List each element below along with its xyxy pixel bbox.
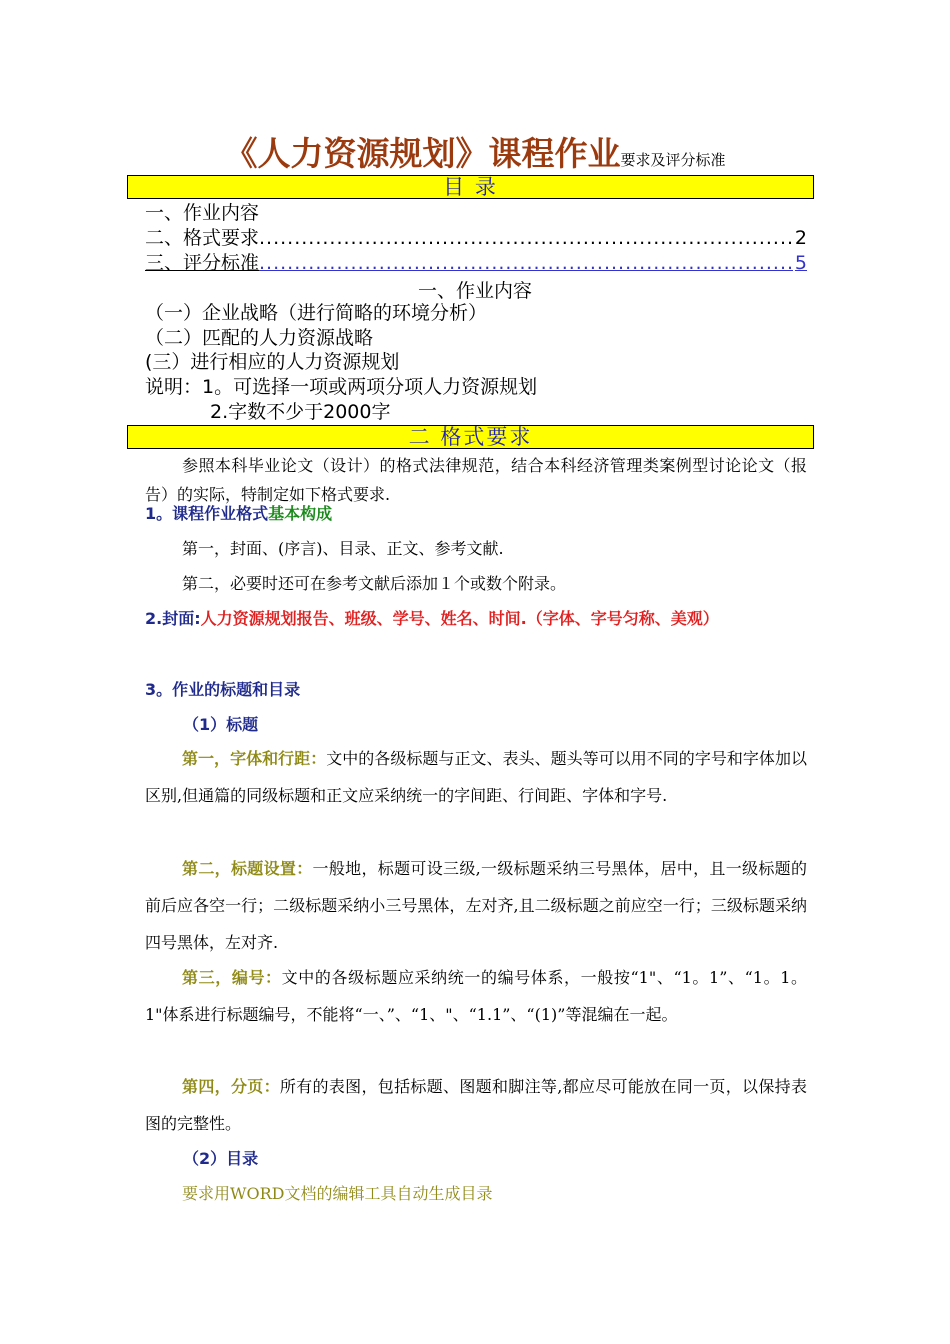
toc-item-1[interactable]: [145, 201, 259, 225]
item2-cover: [145, 600, 807, 637]
item2-text: 人力资源规划报告、班级、学号、姓名、时间.（字体、字号匀称、美观）: [200, 609, 719, 628]
subsection1-title-text: （1）标题: [183, 715, 259, 734]
item3-title: [145, 671, 807, 708]
item3-title-text: 3。作业的标题和目录: [145, 680, 301, 699]
paragraph-title-setting: [145, 850, 807, 961]
toc-item-page: 5: [794, 252, 807, 274]
toc-item-label: 一、作业内容: [145, 202, 260, 224]
document-title-sub: 要求及评分标准: [620, 151, 726, 169]
toc-heading-bar: [127, 175, 814, 199]
paragraph-pagination: [145, 1068, 807, 1142]
toc-item-3[interactable]: [145, 251, 807, 275]
section1-note-1: 说明：1。可选择一项或两项分项人力资源规划: [145, 376, 538, 398]
subsection2-title: [183, 1140, 783, 1177]
toc-item-label: 二、格式要求: [145, 227, 260, 249]
paragraph-font-text: 文中的各级标题与正文、表头、题头等可以用不同的字号和字体加以区别,但通篇的同级标题和正文应采纳统一的字间距、行间距、字体和字号.: [145, 749, 807, 805]
toc-leader-dots: [259, 251, 793, 275]
document-title-main: 《人力资源规划》课程作业: [224, 134, 621, 173]
item1-title-a: 1。课程作业格式: [145, 504, 269, 523]
document-title: [0, 128, 950, 176]
item1-paragraph-1: 第一，封面、(序言)、目录、正文、参考文献.: [182, 539, 504, 558]
toc-heading: 目 录: [443, 175, 498, 199]
toc-item-label: 三、评分标准: [145, 252, 260, 274]
paragraph-numbering-label: 第三，编号：: [182, 968, 282, 987]
paragraph-pagination-text: 所有的表图，包括标题、图题和脚注等,都应尽可能放在同一页，以保持表图的完整性。: [145, 1077, 807, 1133]
section1-note-2: 2.字数不少于2000字: [210, 401, 391, 423]
section1-heading: 一、作业内容: [417, 280, 532, 302]
section1-item-1: （一）企业战略（进行简略的环境分析）: [145, 302, 488, 324]
item1-title-b: 基本构成: [268, 504, 333, 523]
paragraph-title-text: 一般地，标题可设三级,一级标题采纳三号黑体，居中，且一级标题的前后应各空一行；二级标题采纳小三号黑体，左对齐,且二级标题之前应空一行；三级标题采纳四号黑体，左对齐.: [145, 859, 807, 952]
section2-intro: 参照本科毕业论文（设计）的格式法律规范，结合本科经济管理类案例型讨论论文（报告）的实际，特制定如下格式要求.: [145, 456, 807, 504]
paragraph-numbering: [145, 959, 807, 1033]
section1-item-3: (三）进行相应的人力资源规划: [145, 351, 400, 373]
subsection2-text: 要求用WORD文档的编辑工具自动生成目录: [182, 1184, 493, 1203]
item1-title: [145, 495, 807, 532]
paragraph-pagination-label: 第四，分页：: [182, 1077, 280, 1096]
item2-label: 2.封面:: [145, 609, 201, 628]
paragraph-font-label: 第一，字体和行距：: [182, 749, 327, 768]
toc-item-page: 2: [794, 227, 807, 249]
subsection1-title: [183, 706, 783, 743]
section1-item-2: （二）匹配的人力资源战略: [145, 327, 374, 349]
section2-heading-bar: [127, 425, 814, 449]
paragraph-font: [145, 740, 807, 814]
paragraph-title-label: 第二，标题设置：: [182, 859, 313, 878]
section2-heading: 二 格式要求: [408, 425, 533, 449]
item1-paragraph-2: 第二，必要时还可在参考文献后添加１个或数个附录。: [182, 574, 567, 593]
paragraph-numbering-text: 文中的各级标题应采纳统一的编号体系，一般按“1"、“1。1”、“1。1。1"体系进行标题编号，不能将“一、”、“1、"、“1.1”、“(1)”等混编在一起。: [145, 968, 807, 1024]
toc-item-2[interactable]: [145, 226, 807, 250]
subsection2-title-text: （2）目录: [183, 1149, 259, 1168]
toc-leader-dots: [259, 226, 793, 250]
